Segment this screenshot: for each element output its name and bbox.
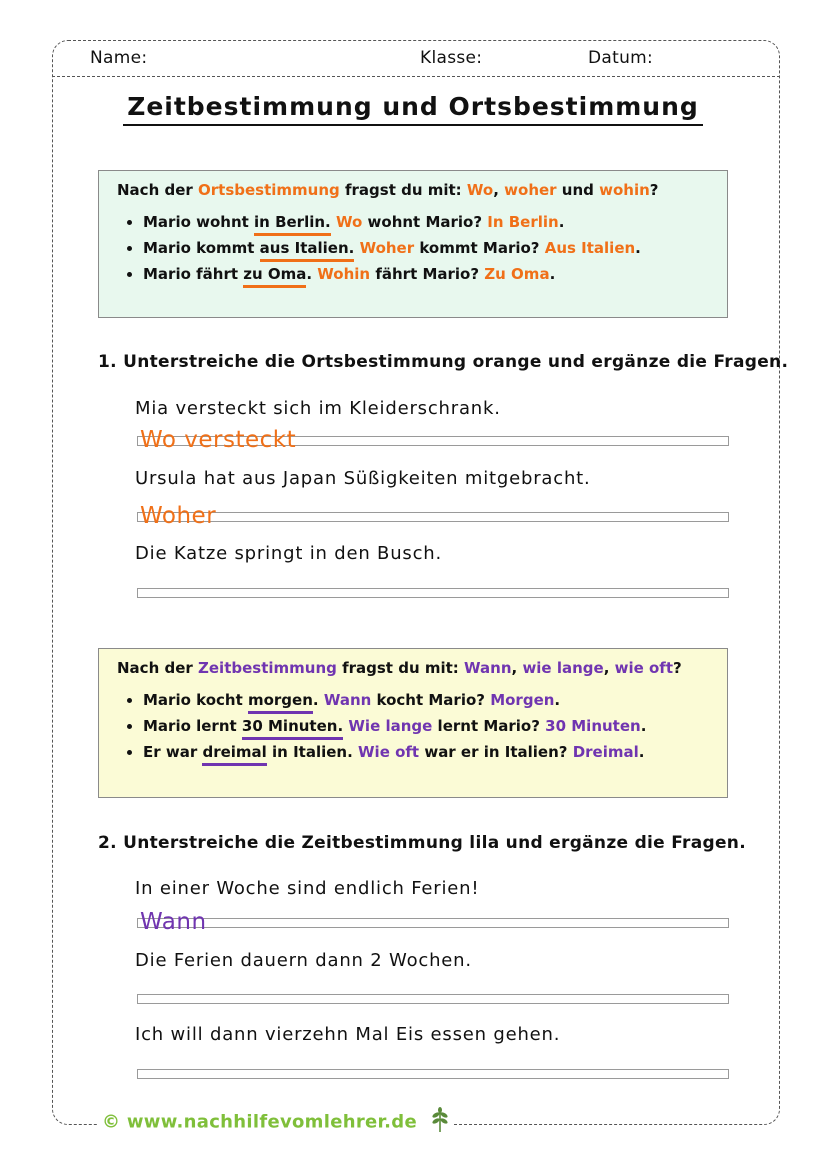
name-label: Name: — [90, 48, 148, 68]
list-item: • Mario kommt aus Italien. Woher kommt Mario? Aus Italien. — [143, 239, 709, 257]
task1-sentence-1: Mia versteckt sich im Kleiderschrank. — [135, 398, 501, 419]
ort-intro: Nach der Ortsbestimmung fragst du mit: Wo, woher und wohin? — [117, 181, 659, 199]
task2-sentence-1: In einer Woche sind endlich Ferien! — [135, 878, 480, 899]
footer-link[interactable]: © www.nachhilfevomlehrer.de — [102, 1111, 417, 1133]
class-label: Klasse: — [420, 48, 483, 68]
task1-answer-2: Woher — [140, 503, 217, 529]
zeit-intro: Nach der Zeitbestimmung fragst du mit: Wann, wie lange, wie oft? — [117, 659, 682, 677]
zeit-examples — [117, 691, 709, 761]
ort-info-box — [98, 170, 728, 318]
answer-line-6[interactable] — [137, 1069, 729, 1079]
task2-title: 2. Unterstreiche die Zeitbestimmung lila und ergänze die Fragen. — [98, 833, 746, 853]
task1-title: 1. Unterstreiche die Ortsbestimmung orange und ergänze die Fragen. — [98, 352, 789, 372]
answer-line-5[interactable] — [137, 994, 729, 1004]
footer — [98, 1107, 454, 1138]
header-divider — [52, 76, 780, 77]
list-item: • Mario lernt 30 Minuten. Wie lange lernt Mario? 30 Minuten. — [143, 717, 709, 735]
answer-line-4[interactable] — [137, 918, 729, 928]
task1-sentence-2: Ursula hat aus Japan Süßigkeiten mitgebracht. — [135, 468, 591, 489]
ort-examples — [117, 213, 709, 283]
list-item: • Er war dreimal in Italien. Wie oft war er in Italien? Dreimal. — [143, 743, 709, 761]
list-item: • Mario wohnt in Berlin. Wo wohnt Mario? In Berlin. — [143, 213, 709, 231]
zeit-info-box — [98, 648, 728, 798]
task2-answer-1: Wann — [140, 909, 207, 935]
page-title: Zeitbestimmung und Ortsbestimmung — [0, 92, 826, 121]
date-label: Datum: — [588, 48, 654, 68]
list-item: • Mario fährt zu Oma. Wohin fährt Mario? Zu Oma. — [143, 265, 709, 283]
task2-sentence-2: Die Ferien dauern dann 2 Wochen. — [135, 950, 472, 971]
answer-line-2[interactable] — [137, 512, 729, 522]
task2-sentence-3: Ich will dann vierzehn Mal Eis essen gehen. — [135, 1024, 561, 1045]
task1-sentence-3: Die Katze springt in den Busch. — [135, 543, 443, 564]
task1-answer-1: Wo versteckt — [140, 427, 297, 453]
answer-line-3[interactable] — [137, 588, 729, 598]
list-item: • Mario kocht morgen. Wann kocht Mario? Morgen. — [143, 691, 709, 709]
leaf-icon — [430, 1107, 450, 1138]
